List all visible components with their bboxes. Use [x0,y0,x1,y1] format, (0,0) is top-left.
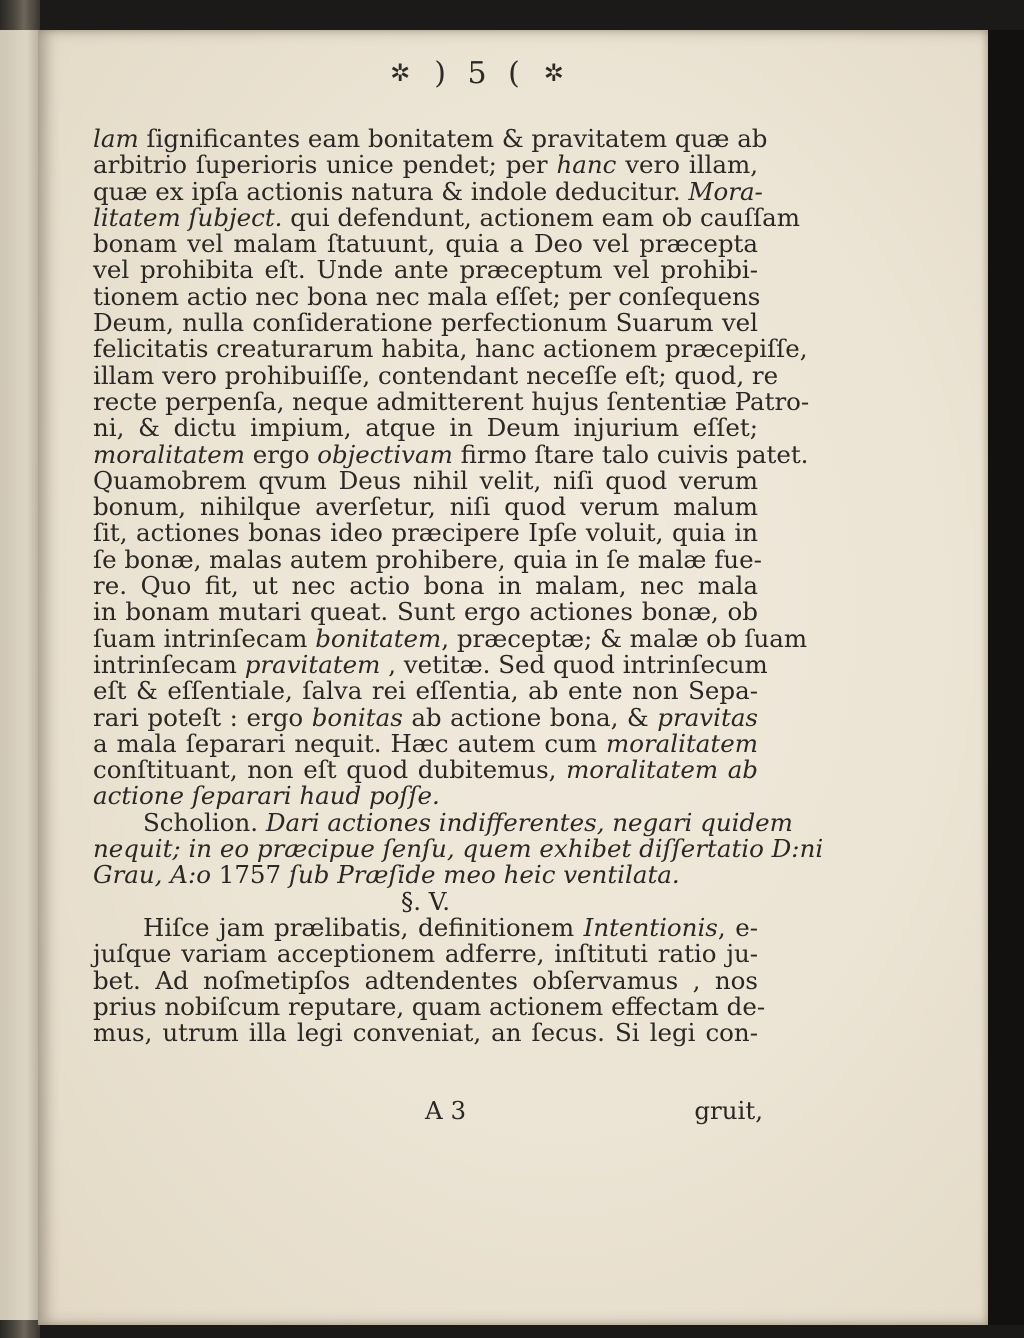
text-line: intrinſecam pravitatem , vetitæ. Sed quod intrinſecum [93,649,768,679]
text-line: tionem actio nec bona nec mala eſſet; per conſequens [93,281,761,311]
body-text [93,124,824,1048]
text-line: arbitrio ſuperioris unice pendet; per hanc vero illam, [93,150,759,180]
text-line: actione ſeparari haud poſſe. [93,781,440,811]
text-line: re. Quo fit, ut nec actio bona in malam, nec mala [93,571,758,601]
text-line: nequit; in eo præcipue ſenſu, quem exhibet diſſertatio D:ni [93,834,824,864]
page-background-edge [988,30,1024,1325]
text-line: ſit, actiones bonas ideo præcipere Ipſe voluit, quia in [93,518,758,548]
text-line: vel prohibita eſt. Unde ante præceptum vel prohibi- [93,255,758,285]
text-line: lam ſignificantes eam bonitatem & pravitatem quæ ab [93,124,768,153]
section-heading: §. V. [400,886,451,916]
text-line: bonam vel malam ſtatuunt, quia a Deo vel præcepta [93,229,758,259]
adjacent-page-edge [0,30,38,1320]
text-line: ni, & dictu impium, atque in Deum injurium eſſet; [93,413,758,443]
text-line: ſe bonæ, malas autem prohibere, quia in ſe malæ fue- [93,544,762,574]
text-line: juſque variam acceptionem adferre, inſtituti ratio ju- [93,939,758,969]
text-line: felicitatis creaturarum habita, hanc actionem præcepiſſe, [93,334,808,364]
text-line: bonum, nihilque averſetur, niſi quod verum malum [93,492,758,522]
scholion-line: Scholion. Dari actiones indifferentes, negari quidem [143,807,793,837]
text-line: a mala ſeparari nequit. Hæc autem cum moralitatem [93,728,758,758]
text-line: prius nobiſcum reputare, quam actionem effectam de- [93,991,766,1021]
text-line: mus, utrum illa legi conveniat, an ſecus. Si legi con- [93,1018,758,1048]
text-line: Hiſce jam prælibatis, definitionem Intentionis, e- [143,912,758,942]
star-ornament-icon: ✲ [543,59,570,87]
catchword: gruit, [694,1096,763,1125]
text-line: Quamobrem qvum Deus nihil velit, niſi quod verum [93,465,758,495]
text-line: in bonam mutari queat. Sunt ergo actiones bonæ, ob [93,597,758,627]
page-footer [93,1096,763,1126]
page-number: ) 5 ( [434,55,526,91]
star-ornament-icon: ✲ [390,59,417,87]
signature-mark: A 3 [425,1096,467,1125]
text-line: recte perpenſa, neque admitterent hujus ſententiæ Patro- [93,386,810,416]
text-line: quæ ex ipſa actionis natura & indole deducitur. Mora- [93,176,763,206]
text-line: conſtituant, non eſt quod dubitemus, moralitatem ab [93,755,758,785]
text-line: eſt & eſſentiale, ſalva rei eſſentia, ab ente non Sepa- [93,676,758,706]
text-line: bet. Ad noſmetipſos adtendentes obſervamus , nos [93,965,758,995]
text-line: moralitatem ergo objectivam firmo ſtare talo cuivis patet. [93,439,809,469]
text-line: ſuam intrinſecam bonitatem, præceptæ; & malæ ob ſuam [93,623,808,653]
text-line: Grau, A:o 1757 ſub Præſide meo heic ventilata. [93,860,680,890]
text-line: rari poteſt : ergo bonitas ab actione bona, & pravitas [93,702,759,732]
text-line: litatem ſubject. qui defendunt, actionem eam ob cauſſam [93,202,801,232]
text-line: illam vero prohibuiſſe, contendant neceſſe eſt; quod, re [93,360,779,390]
text-line: Deum, nulla conſideratione perfectionum Suarum vel [93,308,758,338]
page-header [300,48,660,98]
